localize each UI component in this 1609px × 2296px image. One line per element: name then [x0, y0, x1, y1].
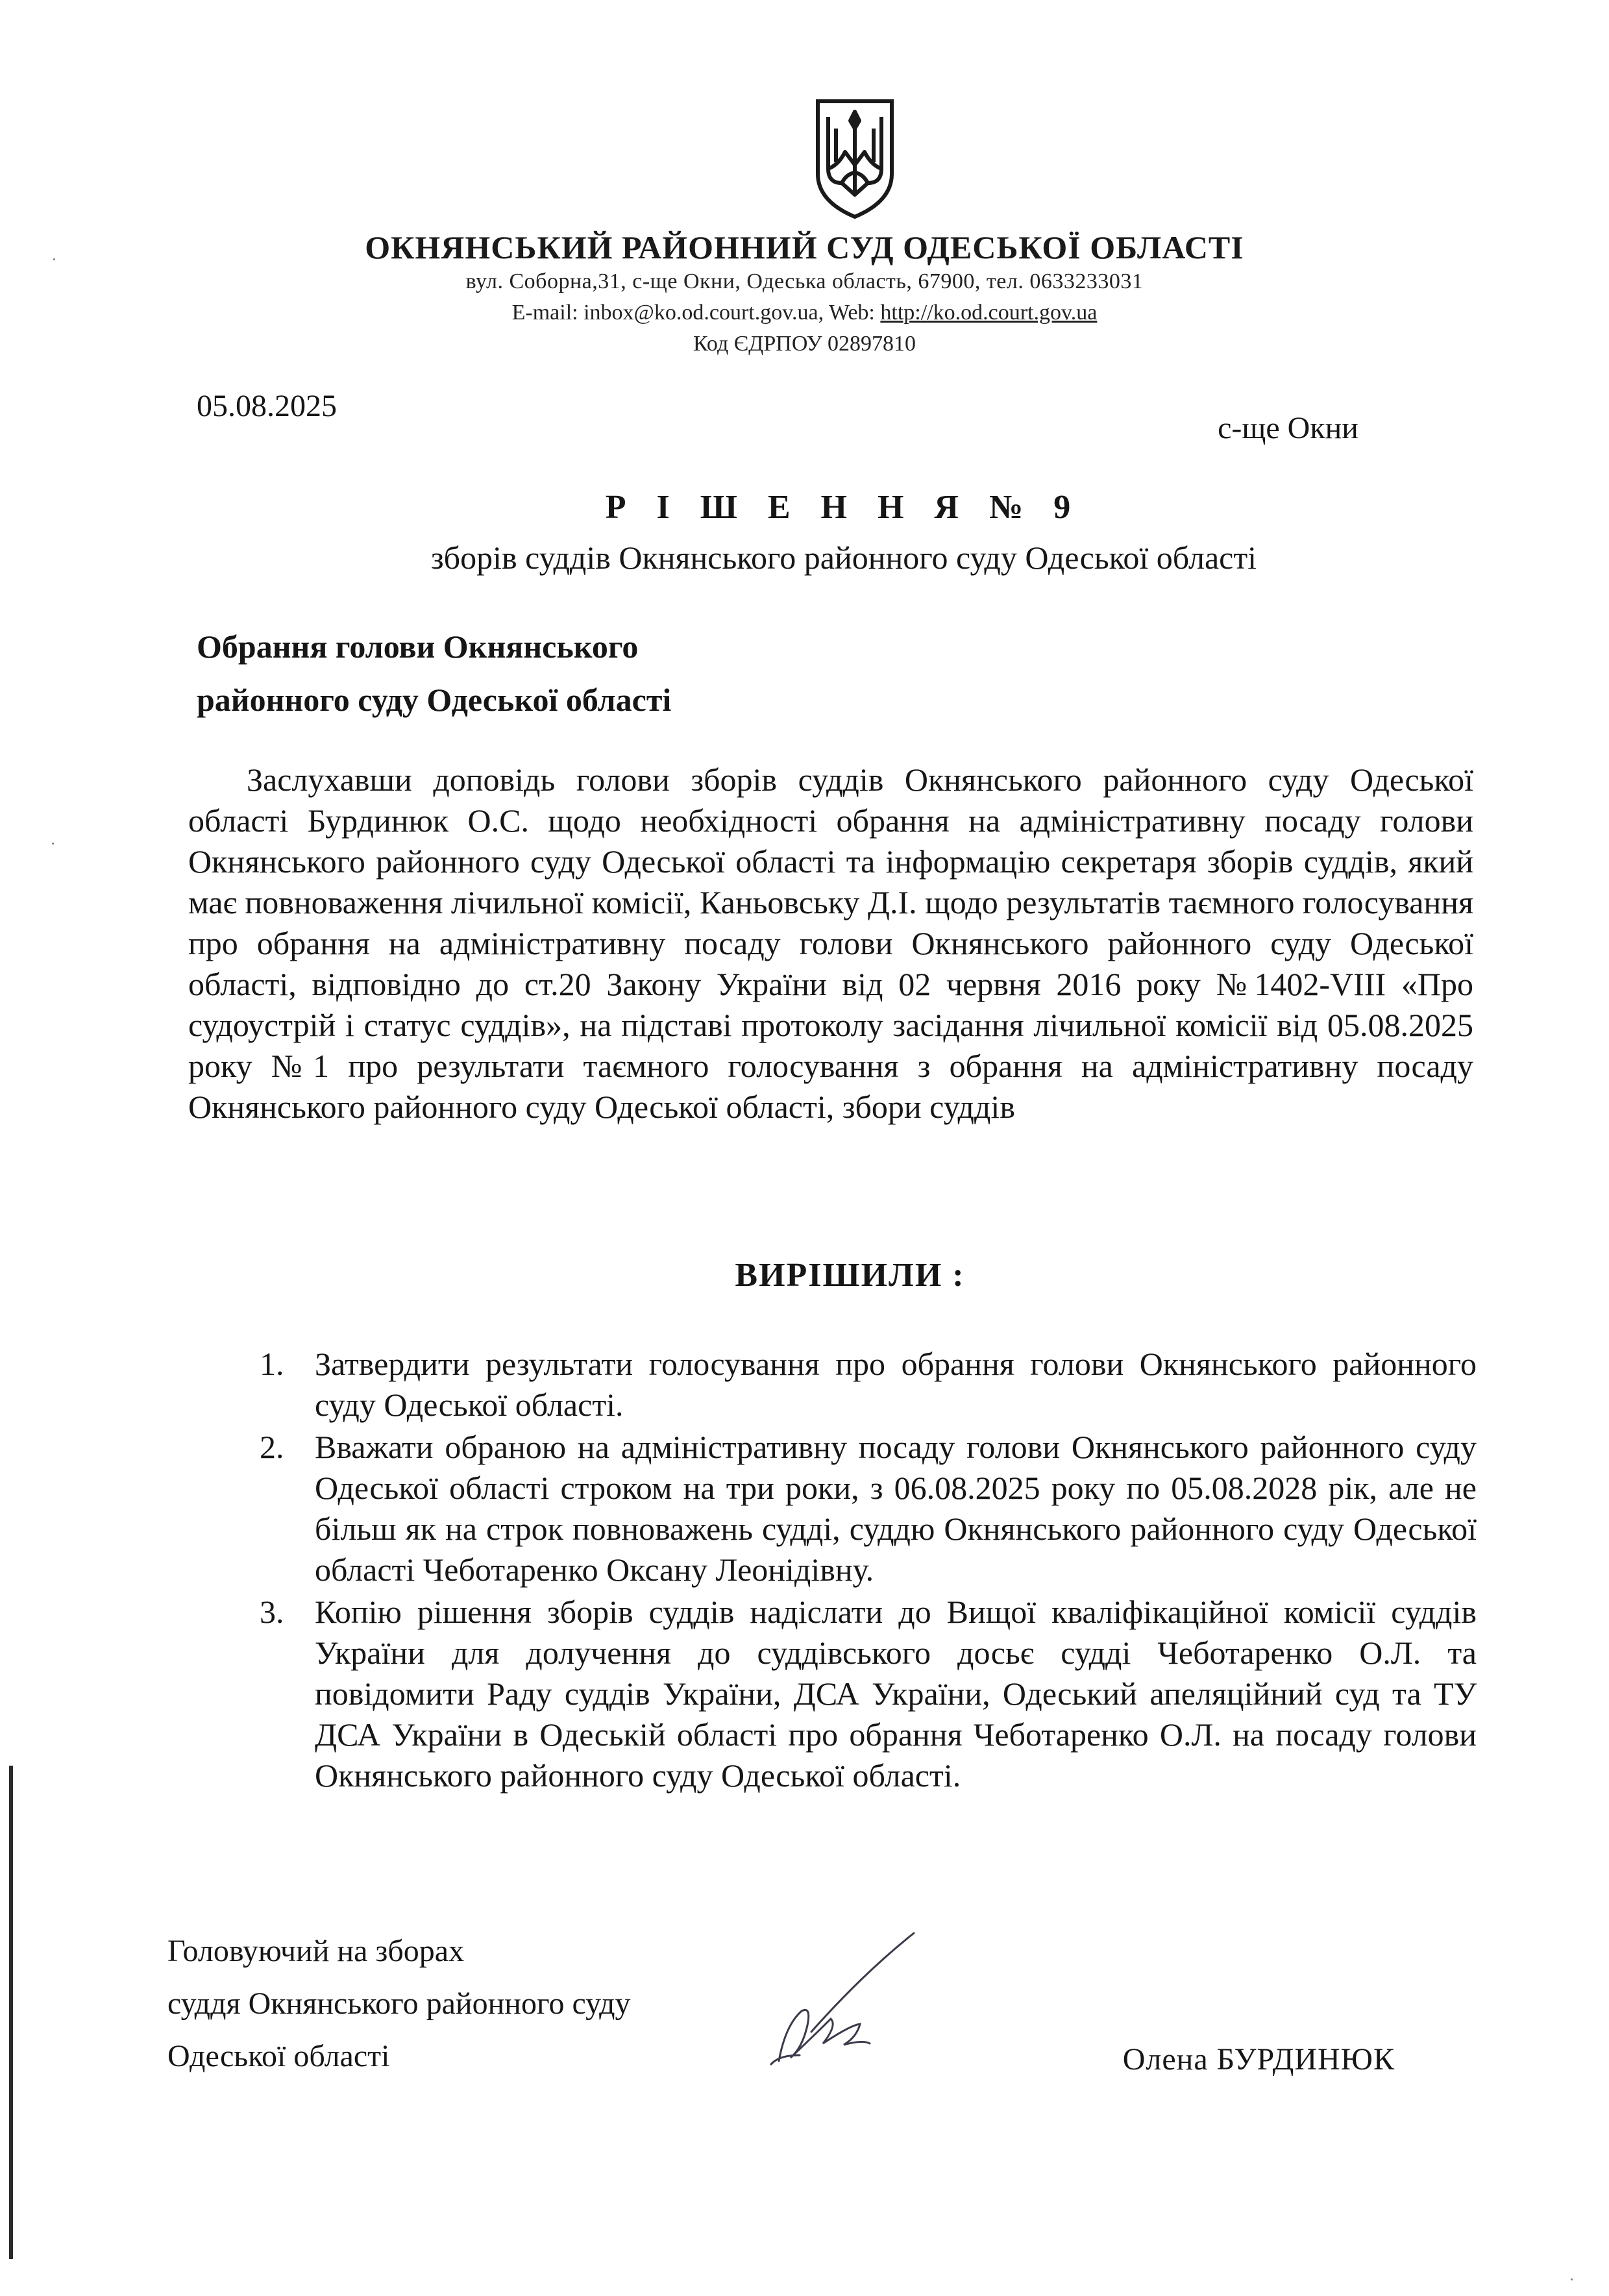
- court-address: вул. Соборна,31, с-ще Окни, Одеська область, 67900, тел. 0633233031: [465, 269, 1144, 293]
- signature-block: [167, 1925, 631, 2082]
- decision-text: Копію рішення зборів суддів надіслати до Вищої кваліфікаційної комісії суддів України для долучення до суддівського досьє судді Чеботаренко О.Л. та повідомити Раду суддів України, ДСА України, Одеський апеляційний суд та ТУ ДСА України в Одеській області про обрання Чеботаренко О.Л. на посаду голови Окнянського районного суду Одеської області.: [315, 1594, 1477, 1794]
- website-link[interactable]: http://ko.od.court.gov.ua: [880, 301, 1098, 325]
- signer-name: Олена БУРДИНЮК: [1122, 2042, 1395, 2077]
- handwritten-signature-icon: [740, 1928, 928, 2077]
- document-place: с-ще Окни: [1218, 411, 1358, 445]
- decision-text: Затвердити результати голосування про обрання голови Окнянського районного суду Одеської області.: [315, 1346, 1477, 1423]
- document-date: 05.08.2025: [197, 389, 337, 423]
- decision-number: 1.: [260, 1346, 284, 1382]
- sign-line-1: Головуючий на зборах: [167, 1934, 465, 1968]
- scan-speck: [1571, 2278, 1573, 2280]
- email-text: E-mail: inbox@ko.od.court.gov.ua, Web:: [511, 301, 881, 325]
- decision-item: [260, 1592, 1477, 1796]
- decided-heading: ВИРІШИЛИ :: [735, 1257, 965, 1294]
- document-subject: [197, 620, 671, 726]
- court-name: ОКНЯНСЬКИЙ РАЙОННИЙ СУД ОДЕСЬКОЇ ОБЛАСТІ: [365, 229, 1244, 265]
- decisions-list: [260, 1344, 1477, 1797]
- decision-item: [260, 1344, 1477, 1426]
- scan-edge-mark: [9, 1766, 13, 2259]
- body-paragraph: Заслухавши доповідь голови зборів суддів Окнянського районного суду Одеської області Бурдинюк О.С. щодо необхідності обрання на адміністративну посаду голови Окнянського районного суду Одеської області та інформацію секретаря зборів суддів, який має повноваження лічильної комісії, Каньовську Д.І. щодо результатів таємного голосування про обрання на адміністративну посаду голови Окнянського районного суду Одеської області, відповідно до ст.20 Закону України від 02 червня 2016 року №1402-VIII «Про судоустрій і статус суддів», на підставі протоколу засідання лічильної комісії від 05.08.2025 року №1 про результати таємного голосування з обрання на адміністративну посаду Окнянського районного суду Одеської області, збори суддів: [188, 761, 1473, 1125]
- scan-speck: [53, 258, 55, 260]
- decision-number: 3.: [260, 1594, 284, 1630]
- scan-speck: [52, 843, 54, 845]
- trident-coat-of-arms-icon: [813, 97, 897, 221]
- document-title: Р І Ш Е Н Н Я № 9: [605, 489, 1082, 526]
- decision-text: Вважати обраною на адміністративну посаду голови Окнянського районного суду Одеської області строком на три роки, з 06.08.2025 року по 05.08.2028 рік, але не більш як на строк повноважень судді, суддю Окнянського районного суду Одеської області Чеботаренко Оксану Леонідівну.: [315, 1429, 1477, 1588]
- court-edrpou: Код ЄДРПОУ 02897810: [693, 332, 916, 356]
- sign-line-2: суддя Окнянського районного суду: [167, 1986, 631, 2021]
- subject-line-2: районного суду Одеської області: [197, 682, 672, 718]
- subject-line-1: Обрання голови Окнянського: [197, 628, 639, 665]
- decision-item: [260, 1427, 1477, 1590]
- sign-line-3: Одеської області: [167, 2039, 390, 2073]
- document-subtitle: зборів суддів Окнянського районного суду Одеської області: [430, 539, 1257, 576]
- decision-number: 2.: [260, 1429, 284, 1465]
- court-contacts: [0, 301, 1609, 325]
